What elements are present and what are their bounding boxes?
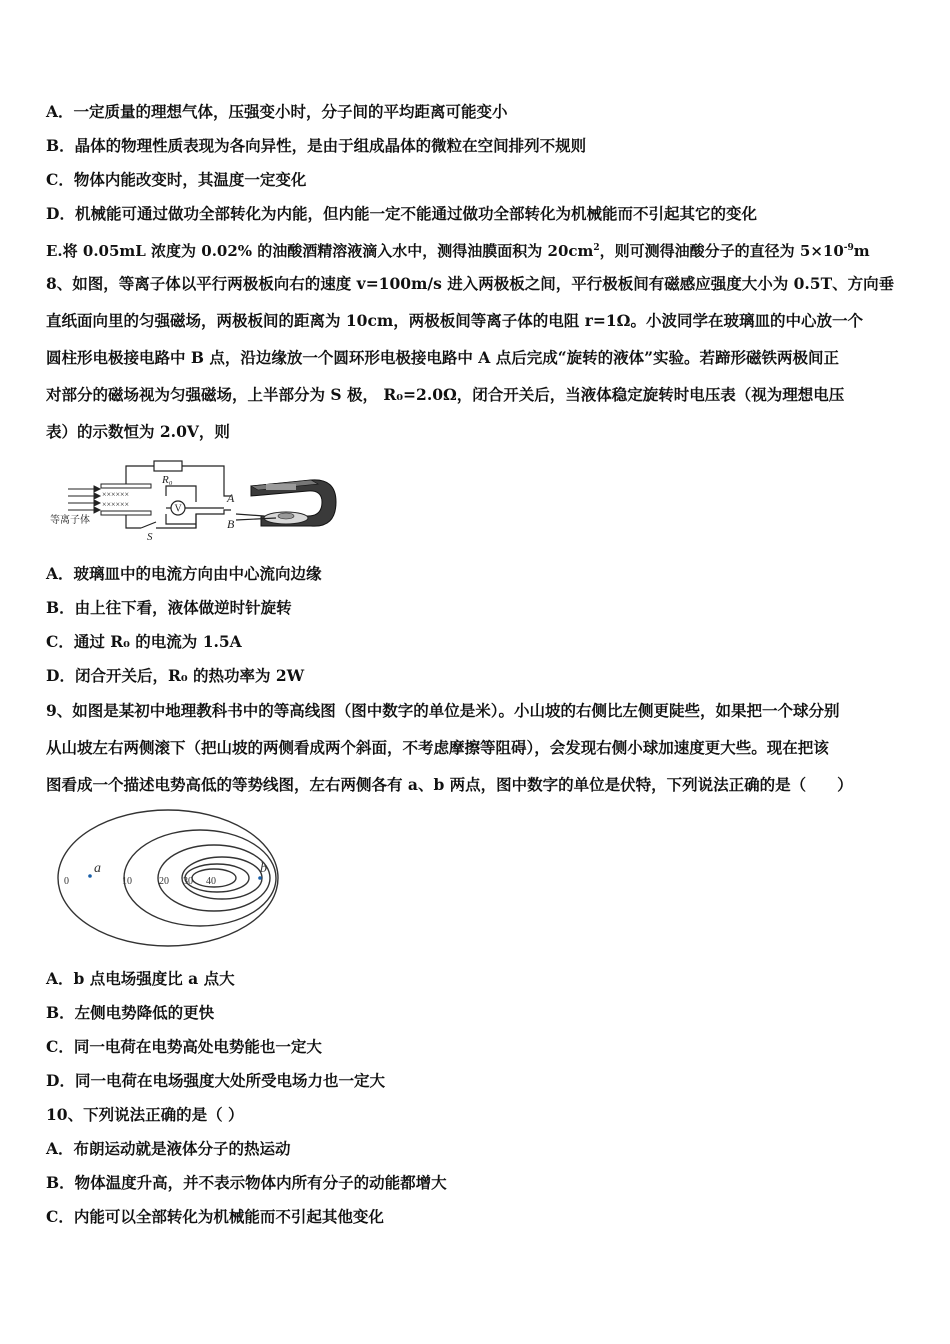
q7-option-b: B．晶体的物理性质表现为各向异性，是由于组成晶体的微粒在空间排列不规则 xyxy=(46,136,587,155)
point-b-label: b xyxy=(260,861,267,876)
q7-option-e-sup-2: -9 xyxy=(843,243,854,253)
contour-label-30: 30 xyxy=(183,876,193,887)
q9-option-a: A．b 点电场强度比 a 点大 xyxy=(46,969,235,988)
q7-option-e-text-2: ，则可测得油酸分子的直径为 5×10 xyxy=(599,242,844,260)
point-a-label: A xyxy=(227,491,235,505)
q9-option-c: C．同一电荷在电势高处电势能也一定大 xyxy=(46,1037,322,1056)
q9-option-d: D．同一电荷在电场强度大处所受电场力也一定大 xyxy=(46,1071,385,1090)
plasma-label: 等离子体 xyxy=(50,515,90,526)
q10-option-a: A．布朗运动就是液体分子的热运动 xyxy=(46,1139,291,1158)
magnetic-field-row-1: ×××××× xyxy=(102,490,130,499)
q8-stem-line-5: 表）的示数恒为 2.0V，则 xyxy=(46,422,230,441)
point-b-label: B xyxy=(227,517,235,531)
contour-label-0: 0 xyxy=(64,876,69,887)
q10-stem: 10、下列说法正确的是（ ） xyxy=(46,1105,244,1124)
q9-contour-svg xyxy=(52,806,284,952)
q7-option-e-sup-1: 2 xyxy=(593,243,600,253)
q8-circuit-svg xyxy=(46,456,346,548)
q8-option-a: A．玻璃皿中的电流方向由中心流向边缘 xyxy=(46,564,322,583)
q9-contour-figure xyxy=(52,806,284,952)
q9-stem-line-2: 从山坡左右两侧滚下（把山坡的两侧看成两个斜面，不考虑摩擦等阻碍），会发现右侧小球加速度更大些。现在把该 xyxy=(46,738,829,757)
q10-option-b: B．物体温度升高，并不表示物体内所有分子的动能都增大 xyxy=(46,1173,447,1192)
q8-option-c: C．通过 R₀ 的电流为 1.5A xyxy=(46,632,242,651)
point-a-label: a xyxy=(94,861,101,876)
q8-option-b: B．由上往下看，液体做逆时针旋转 xyxy=(46,598,292,617)
plasma-arrows xyxy=(68,486,100,513)
voltmeter-label: V xyxy=(174,503,182,515)
circuit-wires xyxy=(126,461,231,528)
lower-plate xyxy=(101,511,151,515)
q8-stem-line-4: 对部分的磁场视为匀强磁场，上半部分为 S 极， R₀=2.0Ω，闭合开关后，当液体稳定旋转时电压表（视为理想电压 xyxy=(46,385,845,404)
switch-label: S xyxy=(147,531,153,543)
contour-label-10: 10 xyxy=(122,876,132,887)
q7-option-d: D．机械能可通过做功全部转化为内能，但内能一定不能通过做功全部转化为机械能而不引起其它的变化 xyxy=(46,204,757,223)
q7-option-e xyxy=(46,238,870,261)
q9-stem-line-1: 9、如图是某初中地理教科书中的等高线图（图中数字的单位是米）。小山坡的右侧比左侧更陡些，如果把一个球分别 xyxy=(46,701,840,720)
q7-option-e-text-1: E.将 0.05mL 浓度为 0.02% 的油酸酒精溶液滴入水中，测得油膜面积为 20cm xyxy=(46,242,594,260)
magnetic-field-row-2: ×××××× xyxy=(102,500,130,509)
r0-label: R₀ xyxy=(162,474,173,486)
q8-stem-line-2: 直纸面向里的匀强磁场，两极板间的距离为 10cm，两极板间等离子体的电阻 r=1Ω。小波同学在玻璃皿的中心放一个 xyxy=(46,311,863,330)
q7-option-a: A．一定质量的理想气体，压强变小时，分子间的平均距离可能变小 xyxy=(46,102,508,121)
point-b-dot xyxy=(258,876,262,880)
upper-plate xyxy=(101,484,151,488)
q10-option-c: C．内能可以全部转化为机械能而不引起其他变化 xyxy=(46,1207,384,1226)
contour-label-40: 40 xyxy=(206,876,216,887)
point-a-dot xyxy=(88,874,92,878)
contour-label-20: 20 xyxy=(159,876,169,887)
q9-option-b: B．左侧电势降低的更快 xyxy=(46,1003,215,1022)
q8-stem-line-1: 8、如图，等离子体以平行两极板向右的速度 v=100m/s 进入两极板之间，平行极板间有磁感应强度大小为 0.5T、方向垂 xyxy=(46,274,895,293)
q7-option-c: C．物体内能改变时，其温度一定变化 xyxy=(46,170,307,189)
q9-stem-line-3: 图看成一个描述电势高低的等势线图，左右两侧各有 a、b 两点，图中数字的单位是伏特，下列说法正确的是（ ） xyxy=(46,775,853,794)
horseshoe-magnet-icon xyxy=(236,480,336,526)
q7-option-e-text-3: m xyxy=(853,242,870,260)
q8-option-d: D．闭合开关后，R₀ 的热功率为 2W xyxy=(46,666,305,685)
q8-stem-line-3: 圆柱形电极接电路中 B 点，沿边缘放一个圆环形电极接电路中 A 点后完成“旋转的液体”实验。若蹄形磁铁两极间正 xyxy=(46,348,840,367)
q8-circuit-figure xyxy=(46,456,346,548)
